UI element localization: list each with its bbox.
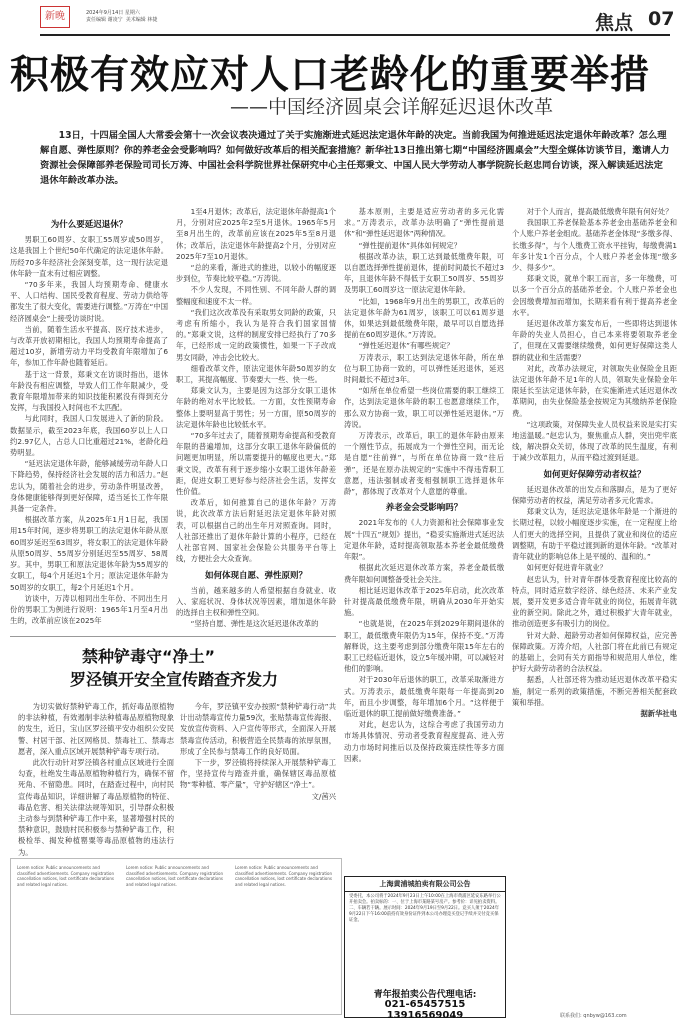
paragraph: 今年，罗泾镇平安办按照“禁种铲毒行动”共计出动禁毒宣传力量59次，张贴禁毒宣传海报、发放宣传资料、入户宣传等形式，全面深入开展禁毒宣传活动，积极营造全民禁毒的浓厚氛围，形成了全民参与禁毒工作的良好局面。 bbox=[180, 702, 336, 756]
paragraph: 相比延迟退休改革于2025年启动，此次改革针对提高最低缴费年限，明确从2030年开始实施。 bbox=[344, 585, 504, 618]
paragraph: 对于2030年后退休的职工，改革采取渐进方式。万涛表示，最低缴费年限每一年提高到20年，而且小步调整，每年增加6个月。“这样便于临近退休的职工提前做好缴费准备。” bbox=[344, 675, 504, 718]
section-heading: 如何体现自愿、弹性原则？ bbox=[204, 570, 307, 581]
paragraph: 万涛表示，改革后，职工的退休年龄由原来一个刚性节点，拓展成为一个弹性空间，而无论是自愿“往前弹”，与所在单位协商一致“往后弹”，还是在原办法规定的“实施中不得违背职工意愿，违法强制或者变相强制职工选择退休年龄”，都体现了改革对个人意愿的尊重。 bbox=[344, 431, 504, 497]
notice-box bbox=[344, 876, 506, 1021]
page-header bbox=[0, 0, 687, 36]
paragraphs bbox=[176, 585, 336, 630]
paragraph: 基本原则，主要是适应劳动者的多元化需求。”万涛表示，改革办法明确了“弹性提前退休”和“弹性延迟退休”两种情况。 bbox=[344, 207, 504, 239]
side-article-title: 禁种铲毒守“净土” bbox=[82, 647, 216, 666]
paragraph: 基于这一背景，郑秉文在访谈时指出，退休年龄没有相应调整，导致人们工作年限减少，受教育年限增加带来的知识技能积累没有得到充分发挥，与我国投入时间也不太匹配。 bbox=[10, 369, 168, 413]
paragraph: 对此，赵忠认为，这综合考虑了我国劳动力市场具体情况、劳动者受教育程度提高、进入劳动力市场时间推后以及保持政策连续性等多方面因素。 bbox=[344, 720, 504, 763]
paragraph: “延迟法定退休年龄，能够减缓劳动年龄人口下降趋势，保持经济社会发展的活力和活力。”赵忠认为，随着社会的进步，劳动条件明显改善，身体健康能够得到更好保障，适当延长工作年限具备一定条件。 bbox=[10, 459, 168, 514]
paragraph: 下一步，罗泾镇将持续深入开展禁种铲毒工作，坚持宣传与踏查并重，确保辖区毒品原植物“零种植、零产量”，守护好辖区“净土”。 bbox=[180, 758, 336, 790]
paragraph: 延迟退休改革方案发布后，一些即将达到退休年龄的失业人员担心，自己本来将要领取养老金了，但现在又需要继续缴费，如何更好保障这类人群的就业和生活需要？ bbox=[512, 319, 677, 362]
paragraph: “如所在单位希望一些岗位需要的职工继续工作，达到法定退休年龄的职工也愿意继续工作，那么双方协商一致，职工可以弹性延迟退休。”万涛说。 bbox=[344, 386, 504, 429]
paragraphs bbox=[176, 206, 336, 565]
section-heading: 为什么要延迟退休？ bbox=[50, 220, 128, 230]
paragraph: 根据改革办法，职工达到最低缴费年限，可以自愿选择弹性提前退休，提前时间最长不超过3年，且退休年龄不得低于女职工50周岁、55周岁及男职工60周岁这一原法定退休年龄。 bbox=[344, 251, 504, 295]
paragraph: 据悉，人社部还将为推动延迟退休改革平稳实施，制定一系列的政策措施，不断完善相关配套政策和举措。 bbox=[512, 675, 677, 707]
paragraphs bbox=[10, 234, 168, 626]
headline: 积极有效应对人口老龄化的重要举措 bbox=[10, 53, 651, 98]
paragraphs bbox=[512, 206, 677, 464]
paragraph: “坚持自愿、弹性是这次延迟退休改革的 bbox=[190, 619, 319, 629]
paragraph: “总的来看，渐进式的推进，以较小的幅度逐步到位，节奏比较平稳。”万涛说。 bbox=[176, 263, 336, 284]
side-article bbox=[10, 636, 336, 855]
byline: 文/茜兴 bbox=[311, 791, 336, 801]
paragraph: 与此同时，我国人口发展进入了新的阶段。数据显示，截至2023年底，我国60岁以上人口约2.97亿人，占总人口比重超过21%，老龄化趋势明显。 bbox=[10, 414, 168, 458]
ad-text: Lorem notice: Public announcements and classified advertisements. Company registration cancellation notices, lost certificate declarations and related legal notices. bbox=[126, 865, 223, 887]
page-number: 07 bbox=[648, 8, 675, 30]
paragraph: 郑秉文认为，延迟法定退休年龄是一个渐进的长期过程，以较小幅度逐步实施，在一定程度上给人们更大的选择空间，且提供了就业和岗位的适应调整期，有助于平稳过渡到新的退休年龄。“改革对青年就业的影响总体上是平缓的、温和的。” bbox=[512, 507, 677, 562]
paragraph: “70多年过去了，随着预期寿命提高和受教育年限的普遍增加，这部分女职工退休年龄偏低的问题更加明显，所以需要提升的幅度也更大。”郑秉文说，改革有利于逐步缩小女职工退休年龄差距，促进女职工更好参与经济社会生活，发挥女性价值。 bbox=[176, 431, 336, 497]
paragraph: 改革后，如何推算自己的退休年龄？万涛说，此次改革方法后附延迟法定退休年龄对照表，可以根据自己的出生年月对照查询。同时，人社部还推出了退休年龄计算的小程序，已经在人社部官网、国家社会保险公共服务平台等上线，方便社会大众查询。 bbox=[176, 498, 336, 564]
ad-text: Lorem notice: Public announcements and classified advertisements. Company registration cancellation notices, lost certificate declarations and related legal notices. bbox=[17, 865, 114, 887]
classified-ads bbox=[10, 858, 342, 1015]
article-column-2 bbox=[176, 206, 336, 634]
paragraph: 2021年发布的《人力资源和社会保障事业发展“十四五”规划》提出，“稳妥实施渐进式延迟法定退休年龄，适时提高领取基本养老金最低缴费年限”。 bbox=[344, 518, 504, 562]
paragraphs bbox=[180, 701, 336, 791]
paragraph: “70多年来，我国人均预期寿命、健康水平、人口结构、国民受教育程度、劳动力供给等都发生了很大变化，需要进行调整。”万涛在“中国经济圆桌会”上接受访谈时说。 bbox=[10, 280, 168, 323]
paragraph: 我国职工养老保险基本养老金由基础养老金和个人账户养老金组成。基础养老金体现“多缴多得、长缴多得”，与个人缴费工资水平挂钩，每缴费满1年多计发1个百分点，个人账户养老金体现“缴多少、得多少”。 bbox=[512, 218, 677, 273]
paragraph: “也就是说，在2025年到2029年期间退休的职工，最低缴费年限仍为15年，保持不变。”万涛解释说，这主要考虑到部分缴费年限15年左右的职工已经临近退休，设立5年缓冲期，可以减轻对他们的影响。 bbox=[344, 619, 504, 674]
paragraph: 不少人发现，不同性别、不同年龄人群的调整幅度和速度不太一样。 bbox=[176, 285, 336, 306]
paragraph: “我们这次改革没有采取男女同龄的政策，只考虑有所缩小，我认为是符合我们国家国情的。”郑秉文说，这样的制度安排已经执行了70多年，已经形成一定的政策惯性，如果一下子改成男女同龄，冲击会比较大。 bbox=[176, 307, 336, 362]
paragraph: 当前，随着生活水平提高、医疗技术进步，与改革开放初期相比，我国人均预期寿命提高了超过10岁，新增劳动力平均受教育年限增加了6年，参加工作年龄也随着延后。 bbox=[10, 324, 168, 368]
paragraph: “弹性延迟退休”有哪些规定？ bbox=[358, 341, 454, 351]
paragraph: 访谈中，万涛以相同出生年份、不同出生月份的男职工为例进行说明：1965年1月至4月出生的，改革前应该在2025年 bbox=[10, 593, 168, 626]
paragraph: 根据此次延迟退休改革方案，养老金最低缴费年限如何调整备受社会关注。 bbox=[344, 563, 504, 584]
paragraph: 1至4月退休；改革后，法定退休年龄提高1个月，分别对应2025年2至5月退休。1965年5月至8月出生的，改革前应该在2025年5至8月退休；改革后，法定退休年龄提高2个月，分别对应2025年7至10月退休。 bbox=[176, 207, 336, 261]
paragraphs bbox=[344, 206, 504, 497]
article-column-1 bbox=[10, 214, 168, 634]
issue-meta: 2024年9月14日 星期六 责任编辑 谢凌宁 美术编辑 林捷 bbox=[86, 10, 158, 23]
subheadline: ——中国经济圆桌会详解延迟退休改革 bbox=[230, 96, 554, 118]
paragraph: “弹性提前退休”具体如何规定？ bbox=[358, 240, 462, 250]
paragraph: 如何更好促进青年就业？ bbox=[526, 563, 607, 573]
paragraph: 此次行动针对罗泾镇各村重点区域进行全面勾查，杜绝发生毒品原植物种植行为，确保不留死角、不留隐患。同时，在踏查过程中，向村民宣传毒品知识，详细讲解了毒品原植物的特征、毒品危害、相关法律法规等知识，引导群众积极主动参与到禁种铲毒工作中来，显著增强村民的禁种意识，鼓励村民积极参与禁种铲毒工作，积极检举、揭发种植罂粟等毒品原植物的违法行为。 bbox=[18, 758, 174, 857]
side-article-subtitle: 罗泾镇开安全宣传踏查齐发力 bbox=[70, 670, 279, 689]
paragraphs bbox=[344, 517, 504, 763]
footer-contact: 联系我们: qnbyw@163.com bbox=[560, 1013, 627, 1019]
paragraph: 细看改革文件，原法定退休年龄50周岁的女职工，其提高幅度、节奏要大一些、快一些。 bbox=[176, 363, 336, 385]
notice-body: 受委托，本公司将于2024年9月23日上午10:00在上海市黄浦区延安东路举行公开拍卖会。拍卖标的：一、位于上海市某路某号房产。参考价：详见拍卖资料。二、车辆若干辆。展示时间：2024年9月19日至9月22日。竞买人须于2024年9月22日下午16:00前持有效身份证件到本公司办理竞买登记手续并交付竞买保证金。 bbox=[349, 894, 501, 923]
header-rule bbox=[40, 34, 670, 36]
section-heading: 养老金会受影响吗？ bbox=[385, 503, 463, 514]
paragraph: 万涛表示，职工达到法定退休年龄，所在单位与职工协商一致的，可以弹性延迟退休，延迟时间最长不超过3年。 bbox=[344, 352, 504, 385]
paragraph: 男职工60周岁、女职工55周岁或50周岁，这是我国上个世纪50年代确定的法定退休年龄。历经70多年经济社会深刻变革，这一现行法定退休年龄一直未有过相应调整。 bbox=[10, 235, 168, 278]
article-column-3 bbox=[344, 206, 504, 946]
paragraph: 赵忠认为，针对青年群体受教育程度比较高的特点，同时适应数字经济、绿色经济、未来产业发展，要开发更多适合青年就业的岗位，拓展青年就业的新空间。除此之外，通过积极扩大青年就业，推动创造更多有吸引力的岗位。 bbox=[512, 574, 677, 629]
paragraph: “比如，1968年9月出生的男职工，改革后的法定退休年龄为61周岁，该职工可以61周岁退休，如果达到最低缴费年限，最早可以自愿选择提前在60周岁退休。”万涛说。 bbox=[344, 296, 504, 340]
ad-text: Lorem notice: Public announcements and classified advertisements. Company registration cancellation notices, lost certificate declarations and related legal notices. bbox=[235, 865, 332, 887]
paragraph: 针对大龄、超龄劳动者如何保障权益，应完善保障政策。万涛介绍，人社部门将在此前已有规定的基础上，会同有关方面指导和规范用人单位，维护好大龄劳动者的合法权益。 bbox=[512, 630, 677, 674]
notice-phone-label: 青年报拍卖公告代理电话: bbox=[373, 990, 477, 1000]
paragraph: “这项政策，对保障失业人员权益来说是实打实地送温暖。”赵忠认为，聚焦重点人群，突出兜牢底线，解决群众关切，体现了改革的民生温度，有利于减少改革阻力，从而平稳过渡到延退。 bbox=[512, 419, 677, 463]
paragraph: 为切实做好禁种铲毒工作，抓好毒品原植物的非法种植，有效遏制非法种植毒品原植物现象的发生，近日，宝山区罗泾镇平安办组织公安民警、村居干部、社区网格员、禁毒社工、禁毒志愿者，深入重点区域开展禁种铲毒专项行动。 bbox=[18, 702, 174, 756]
newspaper-logo: 新晚 bbox=[40, 6, 70, 28]
byline: 据新华社电 bbox=[640, 708, 677, 718]
lead-paragraph: 13日，十四届全国人大常委会第十一次会议表决通过了关于实施渐进式延迟法定退休年龄的决定。当前我国为何推进延迟法定退休年龄改革？怎么理解自愿、弹性原则？你的养老金会受影响吗？如何做好改革后的相关配套措施？新华社13日推出第七期“中国经济圆桌会”大型全媒体访谈节目，邀请人力资源社会保障部养老保险司司长万涛、中国社会科学院世界社保研究中心主任郑秉文、中国人民大学劳动人事学院院长赵忠同台访谈，深入解读延迟法定退休年龄改革办法。 bbox=[40, 130, 670, 186]
article-column-4 bbox=[512, 206, 677, 996]
paragraphs bbox=[512, 484, 677, 708]
paragraph: 郑秉文说，就单个职工而言，多一年缴费，可以多一个百分点的基础养老金。个人账户养老金也会因缴费增加而增加，长期来看有利于提高养老金水平。 bbox=[512, 274, 677, 317]
section-heading: 如何更好保障劳动者权益？ bbox=[543, 469, 646, 480]
paragraph: 当前，越来越多的人希望根据自身就业、收入、家庭状况、身体状况等因素，增加退休年龄的选择自主权和弹性空间。 bbox=[176, 585, 336, 618]
paragraph: 延迟退休改革的出发点和落脚点，是为了更好保障劳动者的权益，满足劳动者多元化需求。 bbox=[512, 484, 677, 506]
notice-title: 上海黄浦城拍卖有限公司公告 bbox=[345, 877, 505, 892]
paragraph: 郑秉文认为，主要是因为这部分女职工退休年龄的绝对水平比较低。一方面，女性预期寿命整体上要明显高于男性；另一方面，原50周岁的法定退休年龄也比较低水平。 bbox=[176, 386, 336, 429]
notice-phone: 021-65457515 13916569049 bbox=[384, 999, 466, 1021]
paragraph: 对于个人而言，提高最低缴费年限有何好处？ bbox=[526, 207, 673, 216]
paragraph: 根据改革方案，从2025年1月1日起，我国用15年时间，逐步将男职工的法定退休年龄从原60周岁延迟至63周岁，将女职工的法定退休年龄从原50周岁、55周岁分别延迟至55周岁、58周岁。其中，男职工和原法定退休年龄为55周岁的女职工，每4个月延迟1个月；原法定退休年龄为50周岁的女职工，每2个月延迟1个月。 bbox=[10, 515, 168, 592]
side-article-col-1 bbox=[18, 701, 174, 858]
side-article-col-2 bbox=[180, 701, 336, 802]
section-name: 焦点 bbox=[595, 12, 634, 34]
paragraph: 对此，改革办法规定，对领取失业保险金且距法定退休年龄不足1年的人员，领取失业保险金年限延长至法定退休年龄，在实施渐进式延迟退休改革期间，由失业保险基金按规定为其缴纳养老保险费。 bbox=[512, 363, 677, 418]
